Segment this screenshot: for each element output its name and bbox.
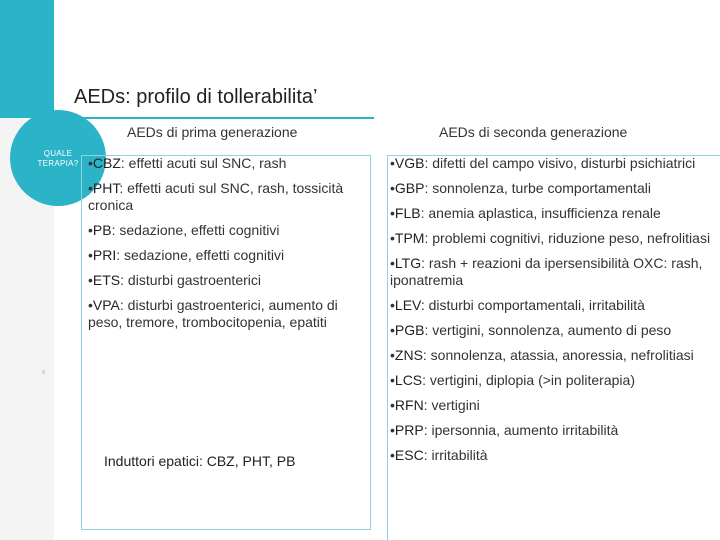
- side-effects: disturbi comportamentali, irritabilità: [424, 297, 645, 313]
- list-item: •PB: sedazione, effetti cognitivi: [88, 222, 280, 238]
- side-effects: : difetti del campo visivo, disturbi psichiatrici: [424, 155, 696, 171]
- side-effects: : vertigini, sonnolenza, aumento di peso: [424, 322, 672, 338]
- drug-name: PRI: [92, 247, 117, 263]
- side-effects: : sedazione, effetti cognitivi: [116, 247, 285, 263]
- side-effects: : sonnolenza, turbe comportamentali: [424, 180, 651, 196]
- list-item: •RFN: vertigini: [390, 397, 480, 413]
- side-effects: : disturbi gastroenterici: [120, 272, 261, 288]
- drug-name: ETS: [92, 272, 121, 288]
- side-effects: : anemia aplastica, insufficienza renale: [420, 205, 661, 221]
- drug-name: LTG: [394, 255, 422, 271]
- drug-name: VPA: [92, 297, 120, 313]
- side-effects: : rash + reazioni da ipersensibilità OXC: rash, iponatremia: [390, 255, 703, 288]
- drug-name: LEV:: [394, 297, 425, 313]
- drug-name: PHT: [92, 180, 120, 196]
- list-item: •LEV: disturbi comportamentali, irritabilità: [390, 297, 645, 313]
- drug-name: ZNS: [394, 347, 423, 363]
- list-item: •PHT: effetti acuti sul SNC, rash, tossicità cronica: [88, 180, 344, 213]
- drug-name: CBZ: [92, 155, 121, 171]
- circle-label: QUALE TERAPIA?: [37, 149, 79, 168]
- drug-name: GBP: [394, 180, 425, 196]
- slide-title: AEDs: profilo di tollerabilita’: [74, 86, 318, 108]
- side-effects: : irritabilità: [423, 447, 488, 463]
- list-item: •PRI: sedazione, effetti cognitivi: [88, 247, 285, 263]
- drug-name: VGB: [394, 155, 425, 171]
- list-item: •CBZ: effetti acuti sul SNC, rash: [88, 155, 287, 171]
- side-effects: : ipersonnia, aumento irritabilità: [423, 422, 619, 438]
- list-item: •FLB: anemia aplastica, insufficienza renale: [390, 205, 661, 221]
- list-item: •ETS: disturbi gastroenterici: [88, 272, 261, 288]
- list-item: •GBP: sonnolenza, turbe comportamentali: [390, 180, 651, 196]
- drug-name: TPM: [394, 230, 425, 246]
- drug-name: PB: [92, 222, 112, 238]
- band-marker: [42, 370, 45, 374]
- drug-name: PRP: [394, 422, 424, 438]
- side-effects: vertigini: [427, 397, 480, 413]
- accent-bar: [0, 0, 54, 118]
- hepatic-inducers-note: Induttori epatici: CBZ, PHT, PB: [104, 453, 296, 469]
- side-effects: : disturbi gastroenterici, aumento di peso, tremore, trombocitopenia, epatiti: [88, 297, 338, 330]
- side-effects: : sedazione, effetti cognitivi: [111, 222, 280, 238]
- first-gen-heading: AEDs di prima generazione: [127, 124, 298, 140]
- list-item: •VGB: difetti del campo visivo, disturbi psichiatrici: [390, 155, 696, 171]
- list-item: •ESC: irritabilità: [390, 447, 488, 463]
- title-underline: [54, 117, 374, 119]
- second-gen-list: [390, 155, 718, 472]
- drug-name: PGB: [394, 322, 425, 338]
- list-item: •TPM: problemi cognitivi, riduzione peso, nefrolitiasi: [390, 230, 711, 246]
- list-item: •LCS: vertigini, diplopia (>in politerapia): [390, 372, 635, 388]
- list-item: •VPA: disturbi gastroenterici, aumento di peso, tremore, trombocitopenia, epatiti: [88, 297, 338, 330]
- drug-name: LCS: [394, 372, 423, 388]
- side-effects: : vertigini, diplopia (>in politerapia): [422, 372, 635, 388]
- drug-name: ESC: [394, 447, 424, 463]
- drug-name: FLB: [394, 205, 421, 221]
- second-gen-heading: AEDs di seconda generazione: [439, 124, 628, 140]
- drug-name: RFN:: [394, 397, 428, 413]
- list-item: •ZNS: sonnolenza, atassia, anoressia, nefrolitiasi: [390, 347, 694, 363]
- list-item: •PGB: vertigini, sonnolenza, aumento di peso: [390, 322, 672, 338]
- side-effects: : effetti acuti sul SNC, rash, tossicità cronica: [88, 180, 344, 213]
- side-effects: : problemi cognitivi, riduzione peso, nefrolitiasi: [424, 230, 711, 246]
- list-item: •PRP: ipersonnia, aumento irritabilità: [390, 422, 619, 438]
- list-item: •LTG: rash + reazioni da ipersensibilità OXC: rash, iponatremia: [390, 255, 703, 288]
- side-effects: : sonnolenza, atassia, anoressia, nefrolitiasi: [422, 347, 694, 363]
- first-gen-list: [88, 155, 368, 339]
- side-effects: : effetti acuti sul SNC, rash: [120, 155, 287, 171]
